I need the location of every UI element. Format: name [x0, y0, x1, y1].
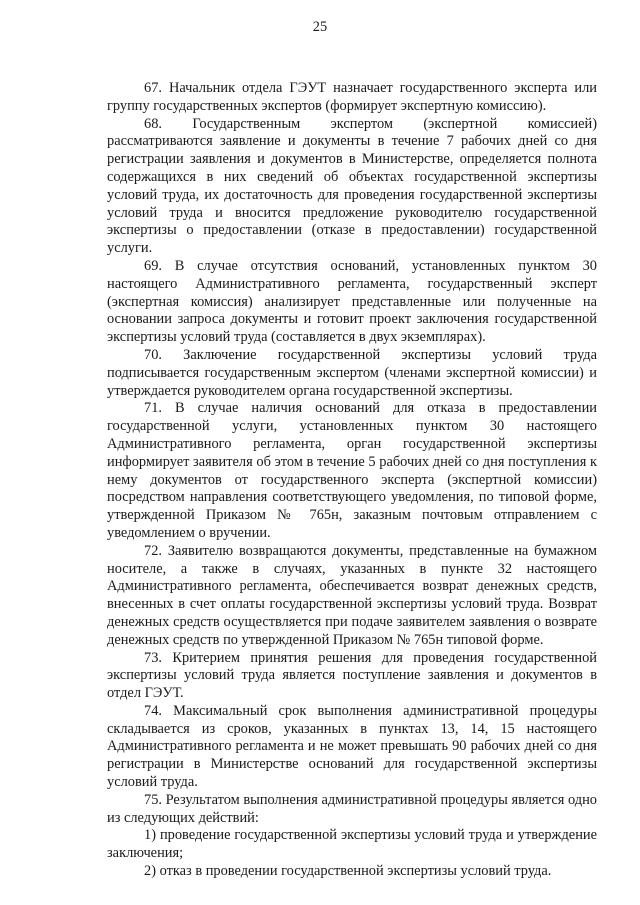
list-item-1: 1) проведение государственной экспертизы условий труда и утверждение заключения;	[107, 827, 597, 862]
page-number: 25	[312, 19, 328, 35]
paragraph-73: 73. Критерием принятия решения для проведения государственной экспертизы условий труда является поступление заявления и документов в отдел ГЭУТ.	[107, 649, 597, 702]
list-item-2: 2) отказ в проведении государственной экспертизы условий труда.	[144, 863, 552, 880]
paragraph-74: 74. Максимальный срок выполнения административной процедуры складывается из сроков, указанных в пунктах 13, 14, 15 настоящего Административного регламента и не может превышать 90 рабочих дней со дня регистрации в Министерстве оснований для государственной экспертизы условий труда.	[107, 702, 597, 791]
paragraph-68: 68. Государственным экспертом (экспертной комиссией) рассматриваются заявление и документы в течение 7 рабочих дней со дня регистрации заявления и документов в Министерстве, определяется полнота содержащихся в них сведений об объектах государственной экспертизы условий труда, их достаточность для проведения государственной экспертизы условий труда и вносится предложение руководителю государственной экспертизы о предоставлении (отказе в предоставлении) государственной услуги.	[107, 115, 597, 257]
paragraph-67: 67. Начальник отдела ГЭУТ назначает государственного эксперта или группу государственных экспертов (формирует экспертную комиссию).	[107, 80, 597, 114]
paragraph-70: 70. Заключение государственной экспертизы условий труда подписывается государственным экспертом (членами экспертной комиссии) и утверждается руководителем органа государственной экспертизы.	[107, 346, 597, 399]
paragraph-72: 72. Заявителю возвращаются документы, представленные на бумажном носителе, а также в случаях, указанных в пункте 32 настоящего Административного регламента, обеспечивается возврат денежных средств, внесенных в счет оплаты государственной экспертизы условий труда. Возврат денежных средств осуществляется при подаче заявителем заявления о возврате денежных средств по утвержденной Приказом № 765н типовой форме.	[107, 542, 597, 648]
document-body	[107, 80, 597, 881]
paragraph-71: 71. В случае наличия оснований для отказа в предоставлении государственной услуги, установленных пунктом 30 настоящего Административного регламента, орган государственной экспертизы информирует заявителя об этом в течение 5 рабочих дней со дня поступления к нему документов от государственного эксперта (экспертной комиссии) посредством направления соответствующего уведомления, по типовой форме, утвержденной Приказом № 765н, заказным почтовым отправлением с уведомлением о вручении.	[107, 400, 597, 541]
paragraph-75: 75. Результатом выполнения административной процедуры является одно из следующих действий:	[107, 791, 597, 826]
paragraph-69: 69. В случае отсутствия оснований, установленных пунктом 30 настоящего Административного регламента, государственный эксперт (экспертная комиссия) анализирует представленные или полученные на основании запроса документы и готовит проект заключения государственной экспертизы условий труда (составляется в двух экземплярах).	[107, 257, 597, 346]
